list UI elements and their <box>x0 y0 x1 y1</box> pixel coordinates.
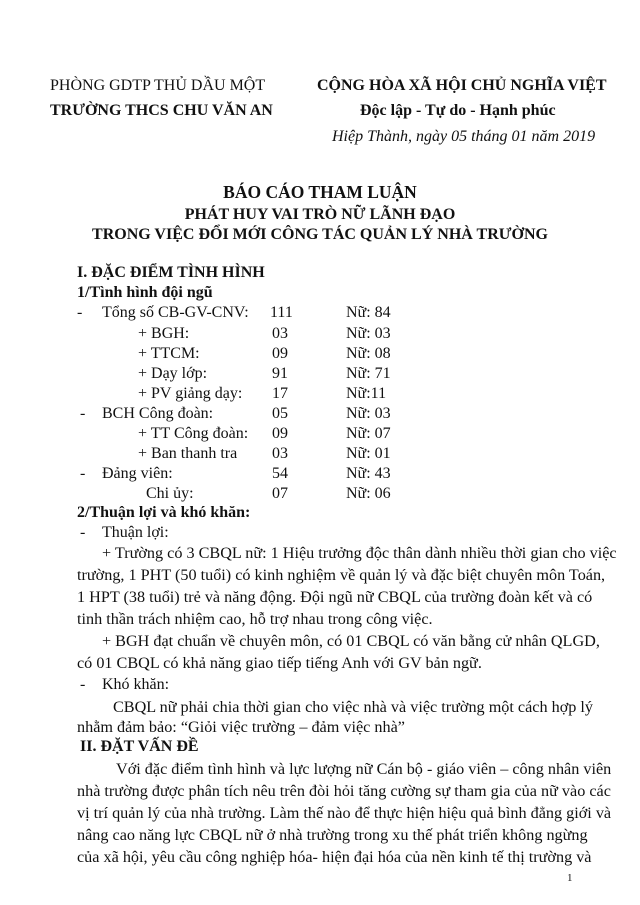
row-female: Nữ: 71 <box>346 365 391 382</box>
paragraph-line: + BGH đạt chuẩn về chuyên môn, có 01 CBQL có văn bằng cử nhân QLGD, <box>102 632 600 650</box>
row-label: Tổng số CB-GV-CNV: <box>102 304 249 321</box>
row-dash: - <box>80 465 86 482</box>
row-dash: - <box>80 405 86 422</box>
paragraph-line: nhà trường được phân tích nêu trên đòi hỏi tăng cường sự tham gia của nữ vào các <box>77 782 611 800</box>
row-count: 91 <box>272 365 288 382</box>
paragraph-line: trường, 1 PHT (50 tuổi) có kinh nghiệm về quản lý và đặc biệt chuyên môn Toán, <box>77 566 606 584</box>
row-female: Nữ: 84 <box>346 304 391 321</box>
row-female: Nữ: 43 <box>346 465 391 482</box>
paragraph-line: + Trường có 3 CBQL nữ: 1 Hiệu trưởng độc thân dành nhiều thời gian cho việc <box>102 544 617 562</box>
row-female: Nữ: 06 <box>346 485 391 502</box>
advantages-label: Thuận lợi: <box>102 524 169 541</box>
school-name: TRƯỜNG THCS CHU VĂN AN <box>50 102 273 119</box>
motto: Độc lập - Tự do - Hạnh phúc <box>360 102 556 119</box>
row-female: Nữ: 03 <box>346 405 391 422</box>
row-count: 17 <box>272 385 288 402</box>
report-subtitle-2: TRONG VIỆC ĐỔI MỚI CÔNG TÁC QUẢN LÝ NHÀ TRƯỜNG <box>92 226 548 243</box>
row-label: Chi ủy: <box>146 485 194 502</box>
row-count: 05 <box>272 405 288 422</box>
nation-name: CỘNG HÒA XÃ HỘI CHỦ NGHĨA VIỆT <box>317 77 607 94</box>
row-label: BCH Công đoàn: <box>102 405 214 422</box>
paragraph-line: 1 HPT (38 tuổi) trẻ và năng động. Đội ngũ nữ CBQL của trường đoàn kết và có <box>77 588 593 606</box>
paragraph-line: tinh thần trách nhiệm cao, hỗ trợ nhau trong công việc. <box>77 610 433 628</box>
row-label: + TTCM: <box>138 345 200 362</box>
report-subtitle-1: PHÁT HUY VAI TRÒ NỮ LÃNH ĐẠO <box>184 206 456 223</box>
section-1-sub-1: 1/Tình hình đội ngũ <box>77 284 213 301</box>
row-female: Nữ: 08 <box>346 345 391 362</box>
row-female: Nữ: 01 <box>346 445 391 462</box>
section-1-heading: I. ĐẶC ĐIỂM TÌNH HÌNH <box>77 264 265 281</box>
section-2-heading: II. ĐẶT VẤN ĐỀ <box>80 738 199 755</box>
paragraph-line: vị trí quản lý của nhà trường. Làm thế nào để thực hiện hiệu quả bình đẳng giới và <box>77 804 612 822</box>
paragraph-line: Với đặc điểm tình hình và lực lượng nữ Cán bộ - giáo viên – công nhân viên <box>116 760 612 778</box>
paragraph-line: có 01 CBQL có khả năng giao tiếp tiếng Anh với GV bản ngữ. <box>77 654 482 672</box>
date-line: Hiệp Thành, ngày 05 tháng 01 năm 2019 <box>332 128 596 145</box>
paragraph-line: nhằm đảm bảo: “Giỏi việc trường – đảm việc nhà” <box>77 718 405 736</box>
row-label: Đảng viên: <box>102 465 173 482</box>
paragraph-line: của xã hội, yêu cầu công nghiệp hóa- hiện đại hóa của nền kinh tế thị trường và <box>77 848 592 866</box>
row-female: Nữ: 03 <box>346 325 391 342</box>
row-label: + BGH: <box>138 325 190 342</box>
row-label: + PV giảng dạy: <box>138 385 243 402</box>
row-count: 54 <box>272 465 288 482</box>
report-title: BÁO CÁO THAM LUẬN <box>223 182 417 202</box>
row-count: 111 <box>270 304 293 321</box>
row-label: + TT Công đoàn: <box>138 425 249 442</box>
page-number: 1 <box>567 872 573 884</box>
row-dash: - <box>77 304 83 321</box>
advantages-dash: - <box>80 524 86 541</box>
row-count: 07 <box>272 485 288 502</box>
difficulties-label: Khó khăn: <box>102 676 170 693</box>
row-count: 03 <box>272 445 288 462</box>
department-name: PHÒNG GDTP THỦ DẦU MỘT <box>50 77 266 94</box>
row-count: 03 <box>272 325 288 342</box>
paragraph-line: CBQL nữ phải chia thời gian cho việc nhà và việc trường một cách hợp lý <box>113 698 594 716</box>
row-count: 09 <box>272 345 288 362</box>
row-female: Nữ: 07 <box>346 425 391 442</box>
row-female: Nữ:11 <box>346 385 387 402</box>
difficulties-dash: - <box>80 676 86 693</box>
paragraph-line: nâng cao năng lực CBQL nữ ở nhà trường trong xu thế phát triển không ngừng <box>77 826 588 844</box>
row-count: 09 <box>272 425 288 442</box>
row-label: + Dạy lớp: <box>138 365 208 382</box>
row-label: + Ban thanh tra <box>138 445 238 462</box>
section-1-sub-2: 2/Thuận lợi và khó khăn: <box>77 504 251 521</box>
